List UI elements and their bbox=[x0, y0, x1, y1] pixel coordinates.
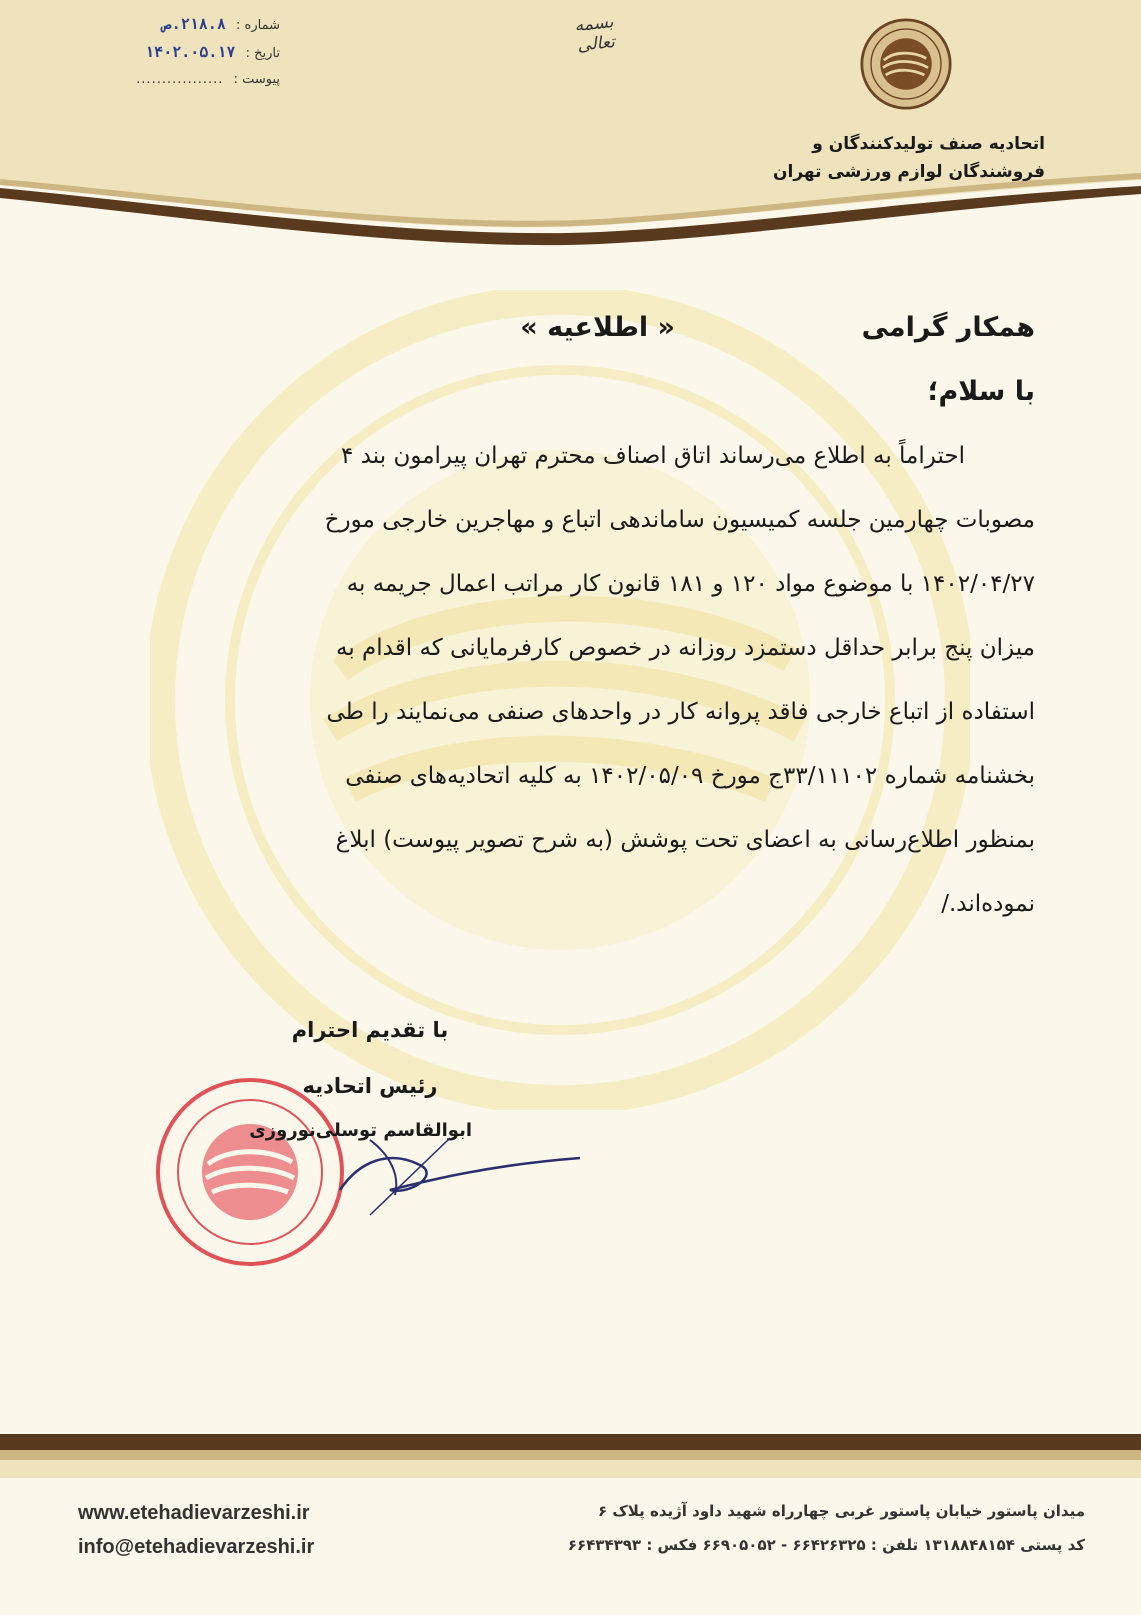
contact-line: کد پستی ۱۳۱۸۸۴۸۱۵۴ تلفن : ۶۶۴۲۶۳۲۵ - ۶۶۹۰۵۰۵۲ فکس : ۶۶۴۳۴۳۹۳ bbox=[567, 1536, 1085, 1554]
number-label: شماره : bbox=[236, 18, 280, 33]
letter-body bbox=[130, 428, 1035, 940]
heading-row bbox=[130, 312, 1035, 352]
notice-title: « اطلاعیه » bbox=[520, 312, 675, 343]
signer-name: ابوالقاسم توسلی‌نوروزی bbox=[249, 1120, 472, 1141]
body-line-3: ۱۴۰۲/۰۴/۲۷ با موضوع مواد ۱۲۰ و ۱۸۱ قانون کار مراتب اعمال جریمه به bbox=[346, 571, 1035, 597]
letter-meta bbox=[60, 10, 280, 94]
number-row bbox=[60, 10, 280, 38]
attachment-value: ................. bbox=[136, 72, 224, 87]
attachment-row bbox=[60, 66, 280, 94]
closing-phrase: با تقدیم احترام bbox=[291, 1018, 449, 1042]
body-line-4: میزان پنج برابر حداقل دستمزد روزانه در خصوص کارفرمایانی که اقدام به bbox=[336, 635, 1035, 661]
email-link[interactable]: info@etehadievarzeshi.ir bbox=[78, 1536, 315, 1558]
signer-title: رئیس اتحادیه bbox=[302, 1074, 438, 1098]
organization-name bbox=[740, 130, 1045, 186]
footer-band bbox=[0, 1418, 1141, 1478]
number-value: ۲۱۸.۸.ص bbox=[162, 15, 226, 33]
date-row bbox=[60, 38, 280, 66]
greeting: با سلام؛ bbox=[927, 376, 1035, 407]
handwritten-signature-icon bbox=[330, 1120, 600, 1220]
basmala: بسمه تعالی bbox=[573, 12, 616, 56]
body-line-8: نموده‌اند./ bbox=[941, 891, 1035, 917]
address-line: میدان پاستور خیابان پاستور غربی چهارراه شهید داود آژیده پلاک ۶ bbox=[598, 1502, 1085, 1520]
footer-contact-web bbox=[78, 1496, 378, 1564]
body-line-2: مصوبات چهارمین جلسه کمیسیون ساماندهی اتباع و مهاجرین خارجی مورخ bbox=[324, 507, 1035, 533]
union-logo-icon bbox=[860, 18, 952, 110]
body-line-6: بخشنامه شماره ۳۳/۱۱۱۰۲ج مورخ ۱۴۰۲/۰۵/۰۹ به کلیه اتحادیه‌های صنفی bbox=[345, 763, 1035, 789]
body-line-5: استفاده از اتباع خارجی فاقد پروانه کار در واحدهای صنفی می‌نمایند را طی bbox=[326, 699, 1035, 725]
website-link[interactable]: www.etehadievarzeshi.ir bbox=[78, 1502, 310, 1524]
date-value: ۱۴۰۲.۰۵.۱۷ bbox=[145, 43, 236, 61]
body-line-7: بمنظور اطلاع‌رسانی به اعضای تحت پوشش (به شرح تصویر پیوست) ابلاغ bbox=[335, 827, 1035, 853]
organization-name-line1: اتحادیه صنف تولیدکنندگان و bbox=[812, 134, 1045, 154]
date-label: تاریخ : bbox=[245, 46, 280, 61]
body-line-1: احتراماً به اطلاع می‌رساند اتاق اصناف محترم تهران پیرامون بند ۴ bbox=[341, 443, 965, 469]
attachment-label: پیوست : bbox=[233, 72, 280, 87]
footer-address bbox=[440, 1494, 1085, 1562]
organization-name-line2: فروشندگان لوازم ورزشی تهران bbox=[773, 162, 1045, 182]
salutation: همکار گرامی bbox=[861, 312, 1035, 343]
